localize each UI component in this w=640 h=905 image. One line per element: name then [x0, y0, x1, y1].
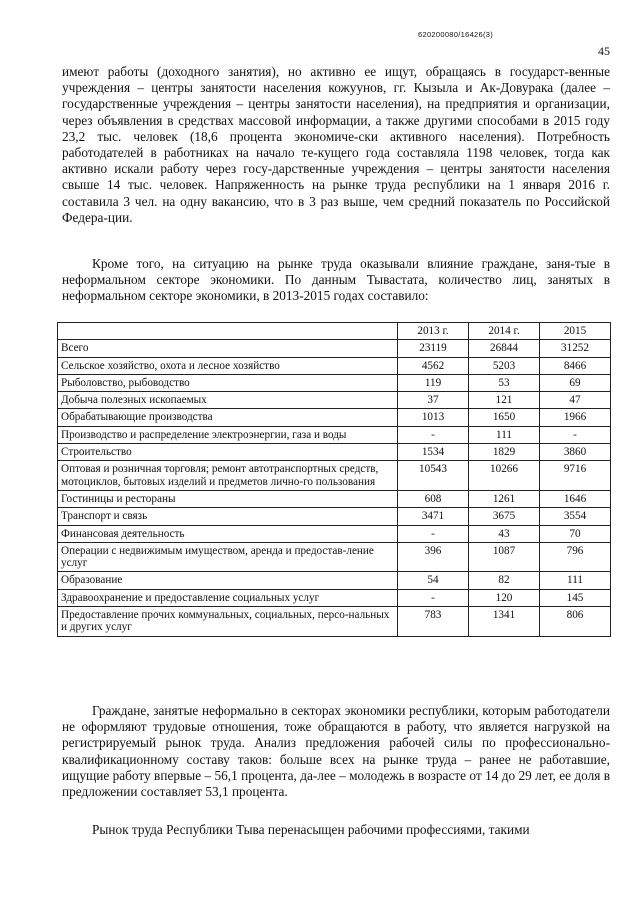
row-value: 10543 — [398, 461, 469, 491]
row-value: - — [398, 589, 469, 606]
row-value: 54 — [398, 572, 469, 589]
row-label: Добыча полезных ископаемых — [58, 392, 398, 409]
row-value: 119 — [398, 374, 469, 391]
row-value: 608 — [398, 490, 469, 507]
row-value: 1261 — [469, 490, 540, 507]
row-label: Операции с недвижимым имуществом, аренда и предостав-ление услуг — [58, 542, 398, 572]
row-value: 82 — [469, 572, 540, 589]
header-cell: 2013 г. — [398, 323, 469, 340]
row-value: 3860 — [540, 444, 611, 461]
row-value: 806 — [540, 607, 611, 637]
row-label: Сельское хозяйство, охота и лесное хозяйство — [58, 357, 398, 374]
row-label: Обрабатывающие производства — [58, 409, 398, 426]
paragraph-4: Рынок труда Республики Тыва перенасыщен рабочими профессиями, такими — [92, 822, 530, 837]
paragraph-2: Кроме того, на ситуацию на рынке труда оказывали влияние граждане, заня-тые в неформальном секторе экономики. По данным Тывастата, количество лиц, занятых в неформальном секторе экономики, в 2013-2015 годах составило: — [62, 256, 610, 304]
row-value: 1646 — [540, 490, 611, 507]
row-value: 10266 — [469, 461, 540, 491]
row-value: 121 — [469, 392, 540, 409]
row-value: 70 — [540, 525, 611, 542]
row-label: Рыболовство, рыбоводство — [58, 374, 398, 391]
row-label: Производство и распределение электроэнергии, газа и воды — [58, 426, 398, 443]
row-value: 145 — [540, 589, 611, 606]
row-value: - — [398, 426, 469, 443]
row-value: 1534 — [398, 444, 469, 461]
row-label: Транспорт и связь — [58, 508, 398, 525]
row-value: 26844 — [469, 340, 540, 357]
table-row — [58, 572, 611, 589]
row-value: 3554 — [540, 508, 611, 525]
header-cell: 2015 — [540, 323, 611, 340]
table-row — [58, 490, 611, 507]
row-value: 1341 — [469, 607, 540, 637]
table-row — [58, 444, 611, 461]
row-value: 1650 — [469, 409, 540, 426]
row-value: 37 — [398, 392, 469, 409]
row-label: Оптовая и розничная торговля; ремонт автотранспортных средств, мотоциклов, бытовых изделий и предметов лично-го пользования — [58, 461, 398, 491]
table-row — [58, 508, 611, 525]
row-value: 47 — [540, 392, 611, 409]
table-row — [58, 340, 611, 357]
row-label: Финансовая деятельность — [58, 525, 398, 542]
row-value: 31252 — [540, 340, 611, 357]
table-row — [58, 392, 611, 409]
table-row — [58, 426, 611, 443]
row-value: 9716 — [540, 461, 611, 491]
page-number: 45 — [598, 44, 610, 58]
header-cell: 2014 г. — [469, 323, 540, 340]
table-body — [58, 340, 611, 636]
row-value: 1829 — [469, 444, 540, 461]
table-row — [58, 357, 611, 374]
row-value: 69 — [540, 374, 611, 391]
table-header-row — [58, 323, 611, 340]
row-value: 3471 — [398, 508, 469, 525]
row-value: 120 — [469, 589, 540, 606]
row-label: Строительство — [58, 444, 398, 461]
row-label: Предоставление прочих коммунальных, социальных, персо-нальных и других услуг — [58, 607, 398, 637]
row-value: 43 — [469, 525, 540, 542]
paragraph-1: имеют работы (доходного занятия), но активно ее ищут, обращаясь в государст-венные учреждения – центры занятости населения кожуунов, гг. Кызыла и Ак-Довурака (далее – государственные учреждения – центры занятости населения), на предприятия и организации, через объявления в средствах массовой информации, а также другими способами в 2015 году 23,2 тыс. человек (18,6 процента экономиче-ски активного населения). Потребность работодателей в работниках на начало те-кущего года составляла 1198 человек, тогда как активно искали работу через госу-дарственные учреждения – центры занятости населения свыше 14 тыс. человек. Напряженность на рынке труда республики на 1 января 2016 г. составила 3 чел. на одну вакансию, что в 3 раз выше, чем средний показатель по Российской Федера-ции. — [62, 64, 610, 225]
row-value: 1966 — [540, 409, 611, 426]
row-value: 3675 — [469, 508, 540, 525]
table-row — [58, 374, 611, 391]
document-id: 620200080/16426(3) — [418, 30, 494, 39]
table-row — [58, 461, 611, 491]
row-label: Всего — [58, 340, 398, 357]
row-label: Здравоохранение и предоставление социальных услуг — [58, 589, 398, 606]
paragraph-3: Граждане, занятые неформально в секторах экономики республики, которым работодатели не оформляют трудовые отношения, тоже обращаются в работу, что является нагрузкой на регистрируемый рынок труда. Анализ предложения рабочей силы по профессионально-квалификационному составу таков: больше всех на рынке труда – ранее не работавшие, ищущие работу впервые – 56,1 процента, да-лее – молодежь в возрасте от 14 до 29 лет, ее доля в предложении составляет 53,1 процента. — [62, 703, 610, 800]
row-value: - — [540, 426, 611, 443]
row-value: - — [398, 525, 469, 542]
row-value: 8466 — [540, 357, 611, 374]
table-row — [58, 409, 611, 426]
table-row — [58, 525, 611, 542]
table-row — [58, 607, 611, 637]
row-value: 796 — [540, 542, 611, 572]
row-value: 111 — [540, 572, 611, 589]
header-cell — [58, 323, 398, 340]
row-value: 111 — [469, 426, 540, 443]
informal-employment-table — [57, 322, 611, 637]
row-value: 1013 — [398, 409, 469, 426]
row-value: 783 — [398, 607, 469, 637]
row-label: Гостиницы и рестораны — [58, 490, 398, 507]
row-label: Образование — [58, 572, 398, 589]
table-row — [58, 542, 611, 572]
row-value: 1087 — [469, 542, 540, 572]
row-value: 4562 — [398, 357, 469, 374]
row-value: 396 — [398, 542, 469, 572]
row-value: 53 — [469, 374, 540, 391]
row-value: 23119 — [398, 340, 469, 357]
table-row — [58, 589, 611, 606]
row-value: 5203 — [469, 357, 540, 374]
